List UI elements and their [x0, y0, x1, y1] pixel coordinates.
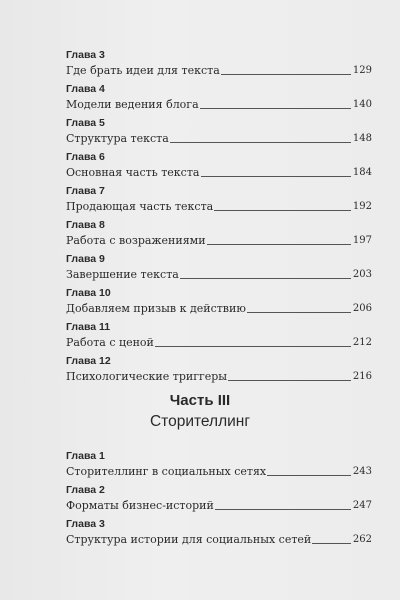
toc-entry: [66, 49, 372, 83]
chapter-title: Добавляем призыв к действию: [66, 302, 246, 315]
page-number: 129: [352, 65, 372, 76]
page-number: 192: [352, 201, 372, 212]
page-number: 148: [352, 133, 372, 144]
chapter-title: Структура истории для социальных сетей: [66, 533, 312, 546]
leader-line: [215, 509, 351, 510]
chapter-title: Продающая часть текста: [66, 200, 214, 213]
toc-row: [66, 302, 372, 316]
toc-entry: [66, 185, 372, 219]
chapter-number: Глава 10: [66, 287, 111, 299]
leader-line: [312, 543, 351, 544]
toc-entry: [66, 321, 372, 355]
chapter-number: Глава 2: [66, 484, 105, 496]
chapter-number: Глава 3: [66, 49, 105, 61]
leader-line: [247, 312, 351, 313]
toc-row: [66, 98, 372, 112]
toc-row: [66, 533, 372, 547]
toc-list: [66, 49, 372, 389]
chapter-title: Сторителлинг в социальных сетях: [66, 465, 267, 478]
toc-row: [66, 465, 372, 479]
page-number: 212: [352, 337, 372, 348]
toc-row: [66, 370, 372, 384]
page-number: 216: [352, 371, 372, 382]
toc-entry: [66, 518, 372, 552]
toc-entry: [66, 355, 372, 389]
chapter-number: Глава 6: [66, 151, 105, 163]
toc-entry: [66, 151, 372, 185]
toc-entry: [66, 253, 372, 287]
toc-entry: [66, 219, 372, 253]
page-number: 247: [352, 500, 372, 511]
chapter-number: Глава 1: [66, 450, 105, 462]
chapter-title: Форматы бизнес-историй: [66, 499, 214, 512]
chapter-number: Глава 7: [66, 185, 105, 197]
chapter-title: Завершение текста: [66, 268, 179, 281]
toc-row: [66, 234, 372, 248]
chapter-title: Модели ведения блога: [66, 98, 199, 111]
page-number: 243: [352, 466, 372, 477]
toc-row: [66, 200, 372, 214]
leader-line: [180, 278, 351, 279]
leader-line: [207, 244, 351, 245]
leader-line: [214, 210, 351, 211]
chapter-number: Глава 4: [66, 83, 105, 95]
toc-entry: [66, 450, 372, 484]
chapter-title: Психологические триггеры: [66, 370, 228, 383]
page-number: 206: [352, 303, 372, 314]
leader-line: [201, 176, 351, 177]
page-number: 203: [352, 269, 372, 280]
toc-row: [66, 268, 372, 282]
leader-line: [228, 380, 351, 381]
toc-row: [66, 336, 372, 350]
toc-entry: [66, 83, 372, 117]
page-number: 184: [352, 167, 372, 178]
leader-line: [221, 74, 351, 75]
chapter-number: Глава 12: [66, 355, 111, 367]
chapter-number: Глава 8: [66, 219, 105, 231]
leader-line: [170, 142, 351, 143]
chapter-number: Глава 5: [66, 117, 105, 129]
chapter-number: Глава 11: [66, 321, 111, 333]
toc-row: [66, 166, 372, 180]
part-header: [0, 392, 400, 432]
chapter-title: Работа с возражениями: [66, 234, 206, 247]
chapter-title: Основная часть текста: [66, 166, 200, 179]
leader-line: [200, 108, 351, 109]
chapter-title: Структура текста: [66, 132, 169, 145]
toc-list-part3: [66, 450, 372, 552]
leader-line: [267, 475, 351, 476]
toc-entry: [66, 484, 372, 518]
toc-row: [66, 499, 372, 513]
toc-entry: [66, 117, 372, 151]
toc-entry: [66, 287, 372, 321]
chapter-title: Работа с ценой: [66, 336, 154, 349]
leader-line: [155, 346, 351, 347]
part-heading: Часть III: [169, 392, 231, 409]
toc-row: [66, 64, 372, 78]
chapter-title: Где брать идеи для текста: [66, 64, 220, 77]
page-number: 197: [352, 235, 372, 246]
part-title: Сторителлинг: [149, 413, 250, 430]
page-number: 262: [352, 534, 372, 545]
toc-row: [66, 132, 372, 146]
chapter-number: Глава 3: [66, 518, 105, 530]
chapter-number: Глава 9: [66, 253, 105, 265]
page-number: 140: [352, 99, 372, 110]
